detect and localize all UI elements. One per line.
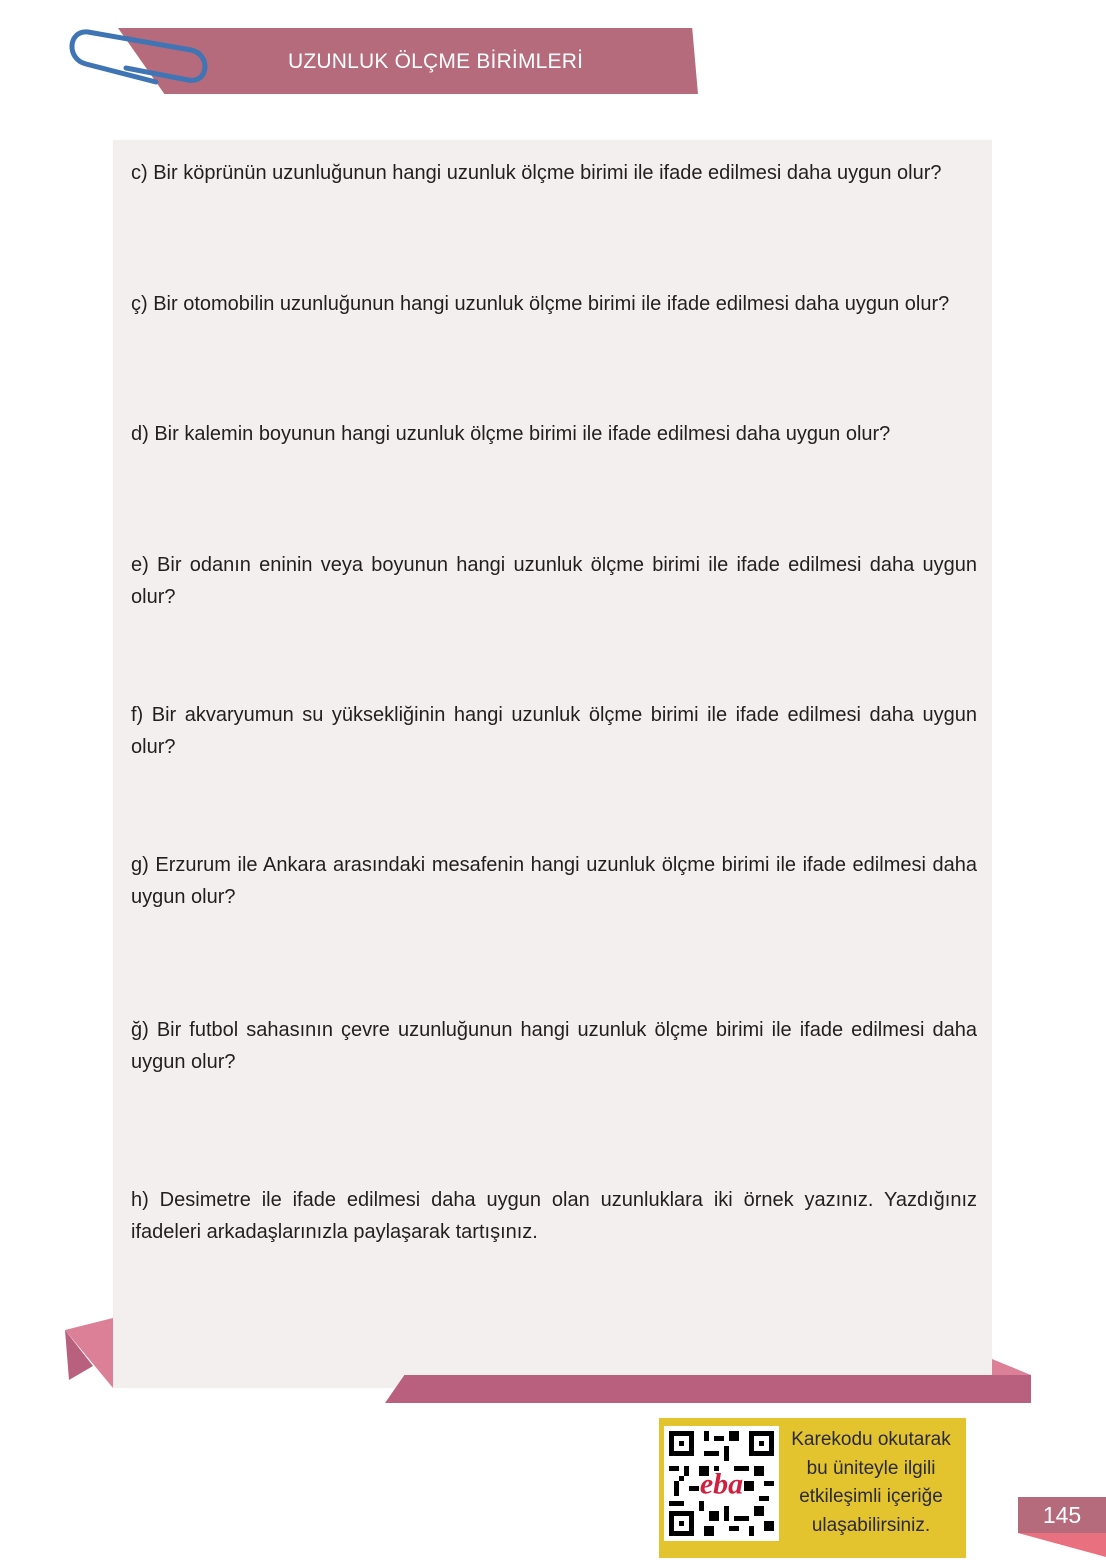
chapter-title: UZUNLUK ÖLÇME BİRİMLERİ [288, 50, 584, 73]
question-gg: ğ) Bir futbol sahasının çevre uzunluğunun hangi uzunluk ölçme birimi ile ifade edilmesi daha uygun olur? [131, 1019, 977, 1073]
question-cc: ç) Bir otomobilin uzunluğunun hangi uzunluk ölçme birimi ile ifade edilmesi daha uygun olur? [131, 293, 950, 315]
question-c: c) Bir köprünün uzunluğunun hangi uzunluk ölçme birimi ile ifade edilmesi daha uygun olur? [131, 162, 942, 184]
qr-caption: Karekodu okutarak bu üniteyle ilgili etkileşimli içeriğe ulaşabilirsiniz. [791, 1429, 951, 1536]
question-f: f) Bir akvaryumun su yüksekliğinin hangi uzunluk ölçme birimi ile ifade edilmesi daha uygun olur? [131, 704, 977, 758]
question-d: d) Bir kalemin boyunun hangi uzunluk ölçme birimi ile ifade edilmesi daha uygun olur? [131, 423, 891, 445]
page-number-tail [1018, 1533, 1106, 1557]
question-e: e) Bir odanın eninin veya boyunun hangi uzunluk ölçme birimi ile ifade edilmesi daha uygun olur? [131, 554, 977, 608]
bottom-ribbon [385, 1375, 1031, 1403]
qr-info-box [659, 1418, 966, 1558]
corner-ribbon-left [65, 1318, 113, 1388]
svg-text:eba: eba [699, 1467, 744, 1501]
paperclip-icon [66, 22, 211, 94]
question-g: g) Erzurum ile Ankara arasındaki mesafenin hangi uzunluk ölçme birimi ile ifade edilmesi daha uygun olur? [131, 854, 977, 908]
question-h: h) Desimetre ile ifade edilmesi daha uygun olan uzunluklara iki örnek yazınız. Yazdığınız ifadeleri arkadaşlarınızla paylaşarak tartışınız. [131, 1189, 977, 1243]
qr-code-icon[interactable] [664, 1426, 779, 1541]
page-number: 145 [1018, 1497, 1106, 1533]
corner-ribbon-right [992, 1359, 1031, 1375]
